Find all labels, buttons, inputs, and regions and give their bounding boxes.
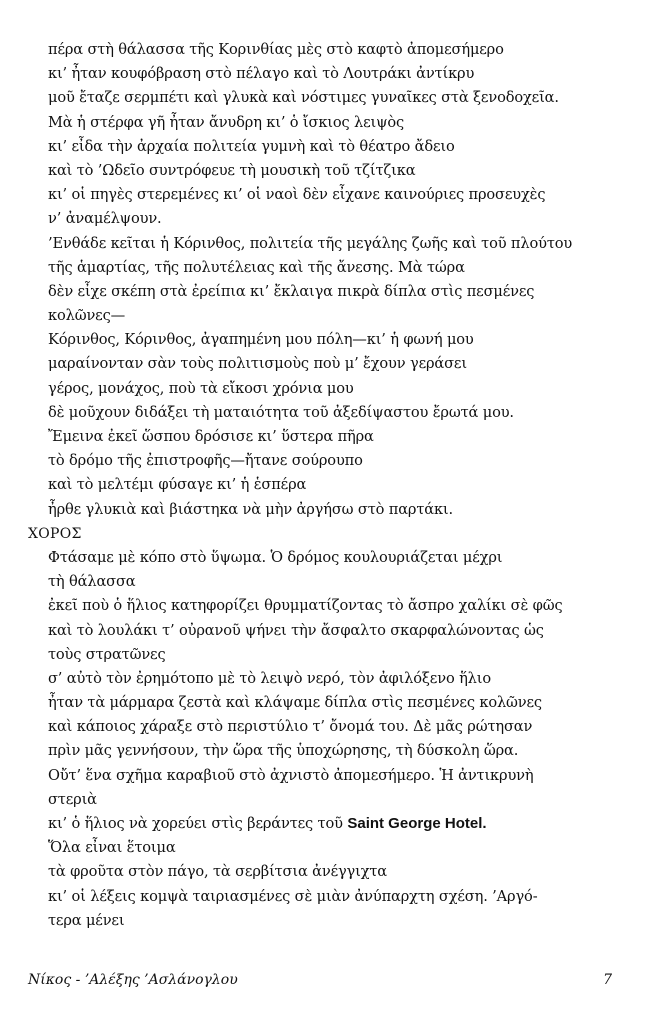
- poem-line: ἦρθε γλυκιὰ καὶ βιάστηκα νὰ μὴν ἀργήσω στὸ παρτάκι.: [48, 500, 453, 518]
- poem-line: ν’ ἀναμέλψουν.: [48, 210, 162, 228]
- poem-line: τῆς ἁμαρτίας, τῆς πολυτέλειας καὶ τῆς ἄνεσης. Μὰ τώρα: [48, 258, 465, 276]
- poem-line: καὶ τὸ ’Ωδεῖο συντρόφευε τὴ μουσικὴ τοῦ τζίτζικα: [48, 161, 416, 179]
- chorus-line: καὶ τὸ λουλάκι τ’ οὐρανοῦ ψήνει τὴν ἄσφαλτο σκαρφαλώνοντας ὡς: [48, 621, 544, 639]
- poem-line: κι’ εἶδα τὴν ἀρχαία πολιτεία γυμνὴ καὶ τὸ θέατρο ἄδειο: [48, 137, 455, 155]
- poem-line: πέρα στὴ θάλασσα τῆς Κορινθίας μὲς στὸ καφτὸ ἀπομεσήμερο: [48, 41, 504, 58]
- poem-line: μοῦ ἔταζε σερμπέτι καὶ γλυκὰ καὶ νόστιμες γυναῖκες στὰ ξενοδοχεῖα.: [48, 89, 559, 107]
- page-footer: [28, 972, 612, 996]
- poem-line: τὸ δρόμο τῆς ἐπιστροφῆς—ἤτανε σούρουπο: [48, 452, 363, 470]
- hotel-name: Saint George Hotel.: [347, 815, 487, 832]
- chorus-line: τοὺς στρατῶνες: [48, 645, 166, 663]
- chorus-line: Ὅλα εἶναι ἕτοιμα: [48, 839, 176, 857]
- speaker-label: ΧΟΡΟΣ: [28, 525, 82, 542]
- poem-line: Μὰ ἡ στέρφα γῆ ἦταν ἄνυδρη κι’ ὁ ἴσκιος λειψὸς: [48, 113, 405, 131]
- poem-line: Κόρινθος, Κόρινθος, ἀγαπημένη μου πόλη—κι’ ἡ φωνή μου: [48, 331, 474, 349]
- chorus-line: τερα μένει: [48, 911, 125, 929]
- page-number: 7: [603, 972, 612, 988]
- chorus-line: στεριὰ: [48, 790, 97, 808]
- footer-author: Νίκος - ’Αλέξης ’Ασλάνογλου: [28, 972, 238, 988]
- chorus-line: ἦταν τὰ μάρμαρα ζεστὰ καὶ κλάψαμε δίπλα στὶς πεσμένες κολῶνες: [48, 694, 542, 712]
- chorus-line: τὴ θάλασσα: [48, 573, 136, 591]
- poem-line: γέρος, μονάχος, ποὺ τὰ εἴκοσι χρόνια μου: [48, 379, 354, 397]
- chorus-line-hotel: [28, 812, 628, 836]
- poem-text: [28, 38, 628, 933]
- poem-line: καὶ τὸ μελτέμι φύσαγε κι’ ἡ ἑσπέρα: [48, 476, 307, 494]
- chorus-line: Οὔτ’ ἕνα σχῆμα καραβιοῦ στὸ ἀχνιστὸ ἀπομεσήμερο. Ἡ ἀντικρυνὴ: [48, 766, 534, 784]
- chorus-line: τὰ φροῦτα στὸν πάγο, τὰ σερβίτσια ἀνέγγιχτα: [48, 863, 388, 881]
- poem-line: Ἔμεινα ἐκεῖ ὥσπου δρόσισε κι’ ὕστερα πῆρα: [48, 428, 374, 445]
- chorus-line: σ’ αὐτὸ τὸν ἐρημότοπο μὲ τὸ λειψὸ νερό, τὸν ἀφιλόξενο ἥλιο: [48, 669, 491, 687]
- poem-line: κι’ οἱ πηγὲς στερεμένες κι’ οἱ ναοὶ δὲν εἶχανε καινούριες προσευχὲς: [48, 186, 546, 204]
- poem-line: κι’ ἦταν κουφόβραση στὸ πέλαγο καὶ τὸ Λουτράκι ἀντίκρυ: [48, 65, 475, 83]
- hotel-line-prefix: κι’ ὁ ἥλιος νὰ χορεύει στὶς βεράντες τοῦ: [48, 815, 348, 832]
- poem-line: δὲν εἶχε σκέπη στὰ ἐρείπια κι’ ἔκλαιγα πικρὰ δίπλα στὶς πεσμένες: [48, 282, 535, 300]
- poem-line: ’Ενθάδε κεῖται ἡ Κόρινθος, πολιτεία τῆς μεγάλης ζωῆς καὶ τοῦ πλούτου: [48, 234, 573, 252]
- chorus-line: πρὶν μᾶς γεννήσουν, τὴν ὥρα τῆς ὑποχώρησης, τὴ δύσκολη ὥρα.: [48, 742, 519, 760]
- chorus-line: ἐκεῖ ποὺ ὁ ἥλιος κατηφορίζει θρυμματίζοντας τὸ ἄσπρο χαλίκι σὲ φῶς: [48, 597, 563, 615]
- chorus-line: κι’ οἱ λέξεις κομψὰ ταιριασμένες σὲ μιὰν ἀνύπαρχτη σχέση. ’Αργό-: [48, 887, 538, 905]
- poem-line: κολῶνες—: [48, 307, 126, 325]
- poem-line: μαραίνονταν σὰν τοὺς πολιτισμοὺς ποὺ μ’ ἔχουν γεράσει: [48, 355, 467, 373]
- poem-line: δὲ μοῦχουν διδάξει τὴ ματαιότητα τοῦ ἀξεδίψαστου ἔρωτά μου.: [48, 403, 514, 421]
- chorus-line: καὶ κάποιος χάραξε στὸ περιστύλιο τ’ ὄνομά του. Δὲ μᾶς ρώτησαν: [48, 718, 533, 736]
- chorus-line: Φτάσαμε μὲ κόπο στὸ ὕψωμα. Ὁ δρόμος κουλουριάζεται μέχρι: [48, 548, 503, 566]
